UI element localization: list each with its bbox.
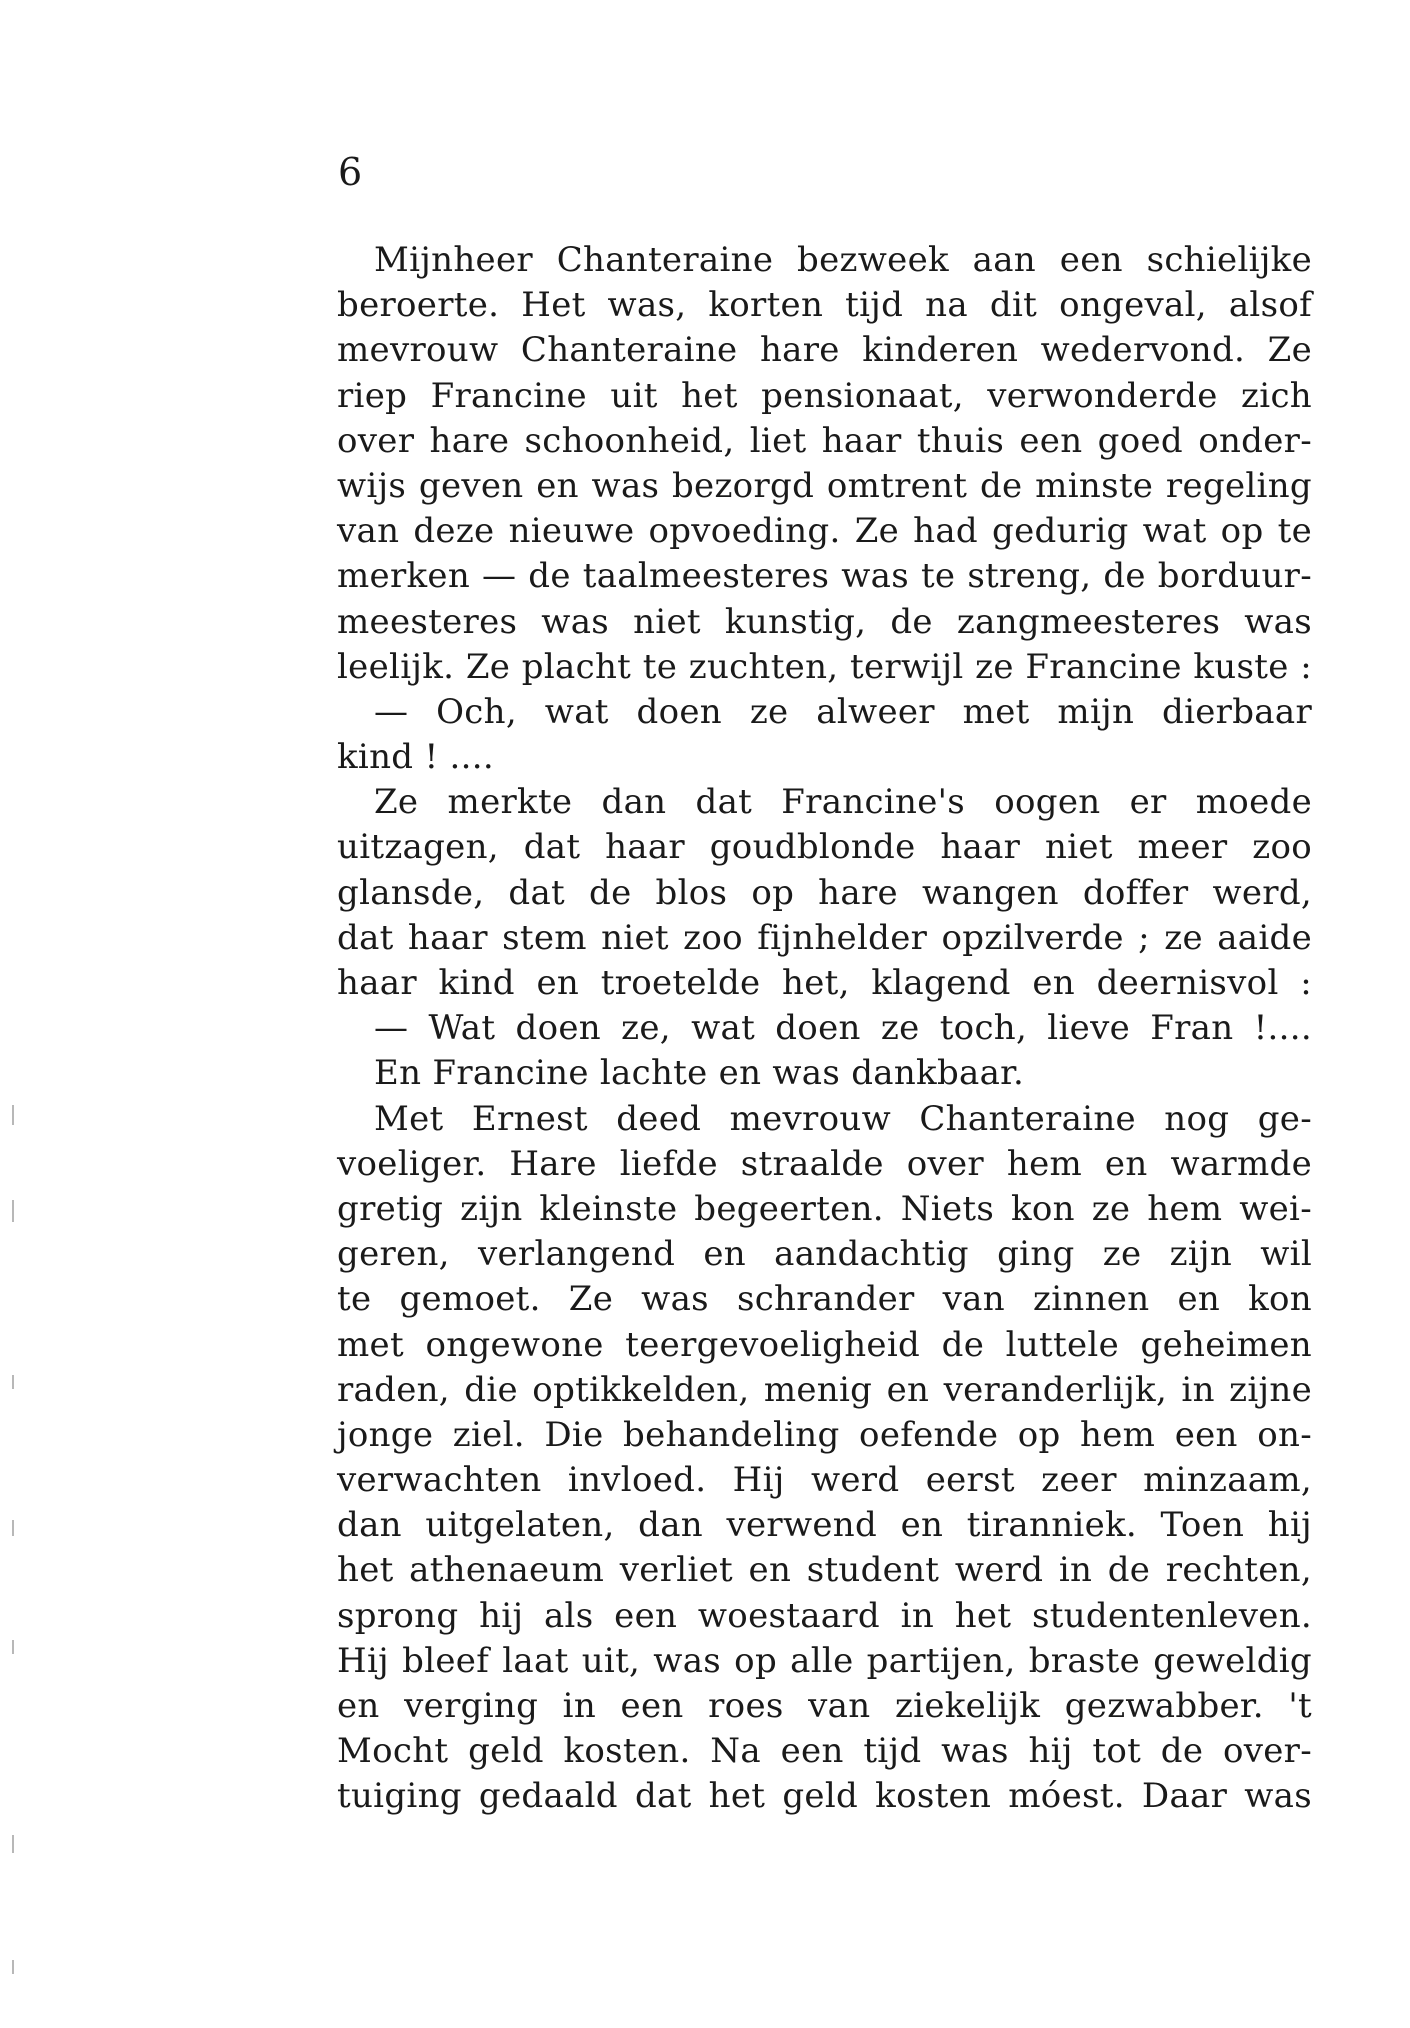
text-line: Mocht geld kosten. Na een tijd was hij tot de over-	[337, 1731, 1312, 1772]
text-line: En Francine lachte en was dankbaar.	[374, 1053, 1025, 1094]
text-line: te gemoet. Ze was schrander van zinnen en kon	[337, 1279, 1312, 1320]
text-line: — Och, wat doen ze alweer met mijn dierbaar	[374, 691, 1312, 732]
text-line: leelijk. Ze placht te zuchten, terwijl ze Francine kuste :	[337, 646, 1312, 687]
text-line: glansde, dat de blos op hare wangen doffer werd,	[337, 872, 1312, 913]
scan-margin-mark	[12, 1640, 14, 1654]
text-line: uitzagen, dat haar goudblonde haar niet meer zoo	[337, 827, 1312, 868]
text-line: voeliger. Hare liefde straalde over hem en warmde	[337, 1143, 1312, 1184]
text-line: met ongewone teergevoeligheid de luttele geheimen	[337, 1324, 1312, 1365]
text-line: gretig zijn kleinste begeerten. Niets kon ze hem wei-	[337, 1188, 1312, 1229]
text-line: meesteres was niet kunstig, de zangmeesteres was	[337, 601, 1312, 642]
text-line: riep Francine uit het pensionaat, verwonderde zich	[337, 375, 1312, 416]
scan-margin-mark	[12, 1520, 14, 1536]
scan-margin-mark	[12, 1375, 14, 1389]
text-line: beroerte. Het was, korten tijd na dit ongeval, alsof	[337, 285, 1312, 326]
text-line: mevrouw Chanteraine hare kinderen wedervond. Ze	[337, 330, 1312, 371]
text-line: merken — de taalmeesteres was te streng, de borduur-	[337, 556, 1312, 597]
text-line: en verging in een roes van ziekelijk gezwabber. 't	[337, 1686, 1312, 1726]
text-line: het athenaeum verliet en student werd in de rechten,	[337, 1550, 1312, 1591]
text-line: over hare schoonheid, liet haar thuis een goed onder-	[337, 420, 1312, 461]
text-line: jonge ziel. Die behandeling oefende op hem een on-	[337, 1414, 1312, 1455]
text-line: tuiging gedaald dat het geld kosten móest. Daar was	[337, 1776, 1312, 1817]
text-line: Met Ernest deed mevrouw Chanteraine nog ge-	[374, 1098, 1312, 1139]
scan-margin-mark	[12, 1200, 14, 1222]
scan-margin-mark	[12, 1835, 14, 1853]
text-line: wijs geven en was bezorgd omtrent de minste regeling	[337, 465, 1312, 506]
text-line: kind ! ....	[337, 737, 494, 778]
text-line: raden, die optikkelden, menig en veranderlijk, in zijne	[337, 1369, 1312, 1410]
text-line: van deze nieuwe opvoeding. Ze had gedurig wat op te	[337, 511, 1312, 552]
text-line: sprong hij als een woestaard in het studentenleven.	[337, 1595, 1312, 1636]
scan-margin-mark	[12, 1960, 14, 1974]
text-line: Hij bleef laat uit, was op alle partijen, braste geweldig	[337, 1640, 1312, 1681]
text-line: Ze merkte dan dat Francine's oogen er moede	[374, 782, 1312, 823]
text-line: — Wat doen ze, wat doen ze toch, lieve Fran !....	[374, 1008, 1312, 1049]
page-number: 6	[338, 150, 363, 194]
text-line: geren, verlangend en aandachtig ging ze zijn wil	[337, 1234, 1312, 1275]
body-text	[337, 238, 1312, 1820]
text-line: verwachten invloed. Hij werd eerst zeer minzaam,	[337, 1460, 1312, 1501]
scan-margin-mark	[12, 1105, 14, 1125]
text-line: Mijnheer Chanteraine bezweek aan een schielijke	[374, 240, 1312, 280]
text-line: dat haar stem niet zoo fijnhelder opzilverde ; ze aaide	[337, 917, 1312, 958]
text-line: haar kind en troetelde het, klagend en deernisvol :	[337, 963, 1312, 1003]
text-line: dan uitgelaten, dan verwend en tiranniek. Toen hij	[337, 1505, 1312, 1546]
